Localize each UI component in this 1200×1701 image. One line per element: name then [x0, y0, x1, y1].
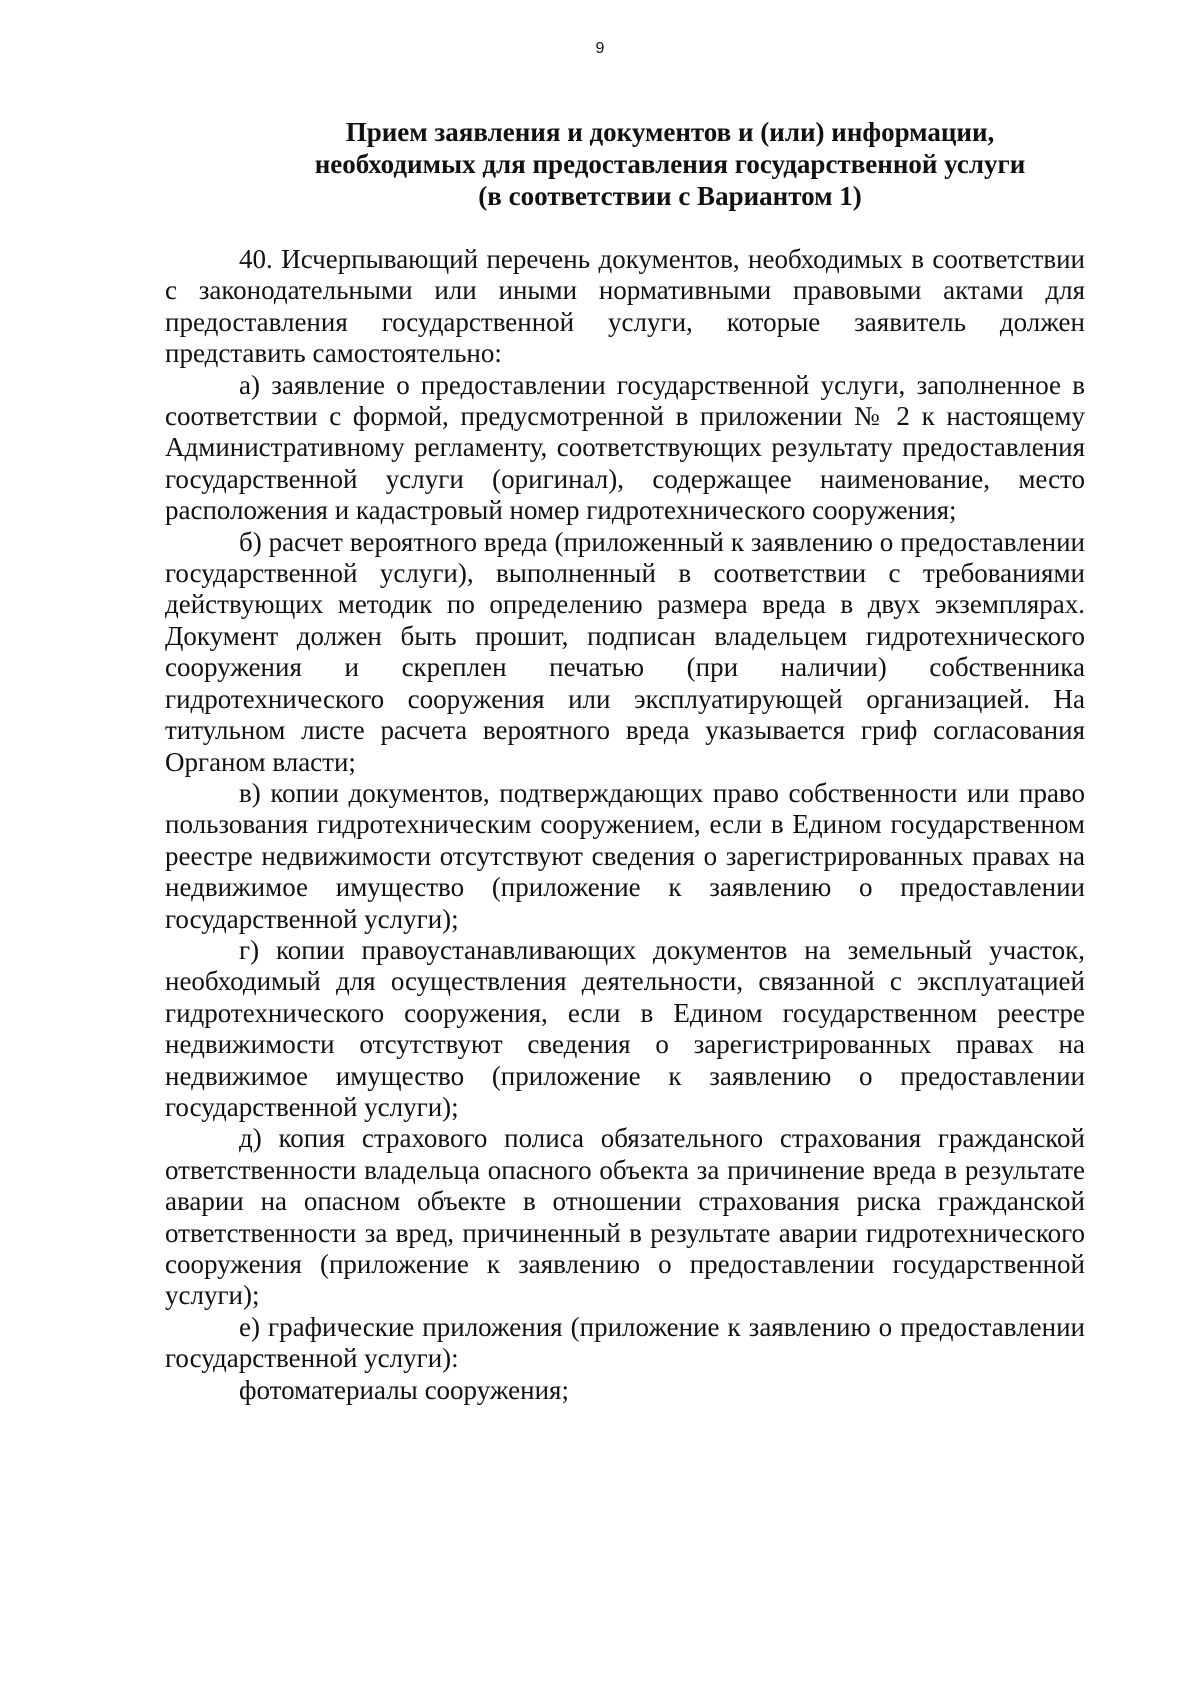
document-body: [165, 244, 1085, 1406]
paragraph-b: б) расчет вероятного вреда (приложенный к заявлению о предоставлении государственной услуги), выполненный в соответствии с требованиями действующих методик по определению размера вреда в двух экземплярах. Документ должен быть прошит, подписан владельцем гидротехнического сооружения и скреплен печатью (при наличии) собственника гидротехнического сооружения или эксплуатирующей организацией. На титульном листе расчета вероятного вреда указывается гриф согласования Органом власти;: [165, 526, 1085, 777]
paragraph-d: д) копия страхового полиса обязательного страхования гражданской ответственности владельца опасного объекта за причинение вреда в результате аварии на опасном объекте в отношении страхования риска гражданской ответственности за вред, причиненный в результате аварии гидротехнического сооружения (приложение к заявлению о предоставлении государственной услуги);: [165, 1123, 1085, 1311]
section-heading-line-1: Прием заявления и документов и (или) информации,: [345, 117, 995, 147]
paragraph-40: 40. Исчерпывающий перечень документов, необходимых в соответствии с законодательными или иными нормативными правовыми актами для предоставления государственной услуги, которые заявитель должен представить самостоятельно:: [165, 244, 1085, 369]
paragraph-photo-materials: фотоматериалы сооружения;: [239, 1374, 569, 1405]
section-heading-line-2: необходимых для предоставления государственной услуги: [314, 149, 1026, 179]
paragraph-g: г) копии правоустанавливающих документов на земельный участок, необходимый для осуществления деятельности, связанной с эксплуатацией гидротехнического сооружения, если в Едином государственном реестре недвижимости отсутствуют сведения о зарегистрированных правах на недвижимое имущество (приложение к заявлению о предоставлении государственной услуги);: [165, 934, 1085, 1122]
paragraph-a: а) заявление о предоставлении государственной услуги, заполненное в соответствии с формой, предусмотренной в приложении № 2 к настоящему Административному регламенту, соответствующих результату предоставления государственной услуги (оригинал), содержащее наименование, место расположения и кадастровый номер гидротехнического сооружения;: [165, 369, 1085, 526]
section-heading-line-3: (в соответствии с Вариантом 1): [478, 181, 862, 211]
paragraph-e: е) графические приложения (приложение к заявлению о предоставлении государственной услуги):: [165, 1311, 1085, 1374]
page-number: 9: [595, 40, 605, 57]
paragraph-v: в) копии документов, подтверждающих право собственности или право пользования гидротехническим сооружением, если в Едином государственном реестре недвижимости отсутствуют сведения о зарегистрированных правах на недвижимое имущество (приложение к заявлению о предоставлении государственной услуги);: [165, 777, 1085, 934]
section-heading: [290, 116, 1050, 212]
